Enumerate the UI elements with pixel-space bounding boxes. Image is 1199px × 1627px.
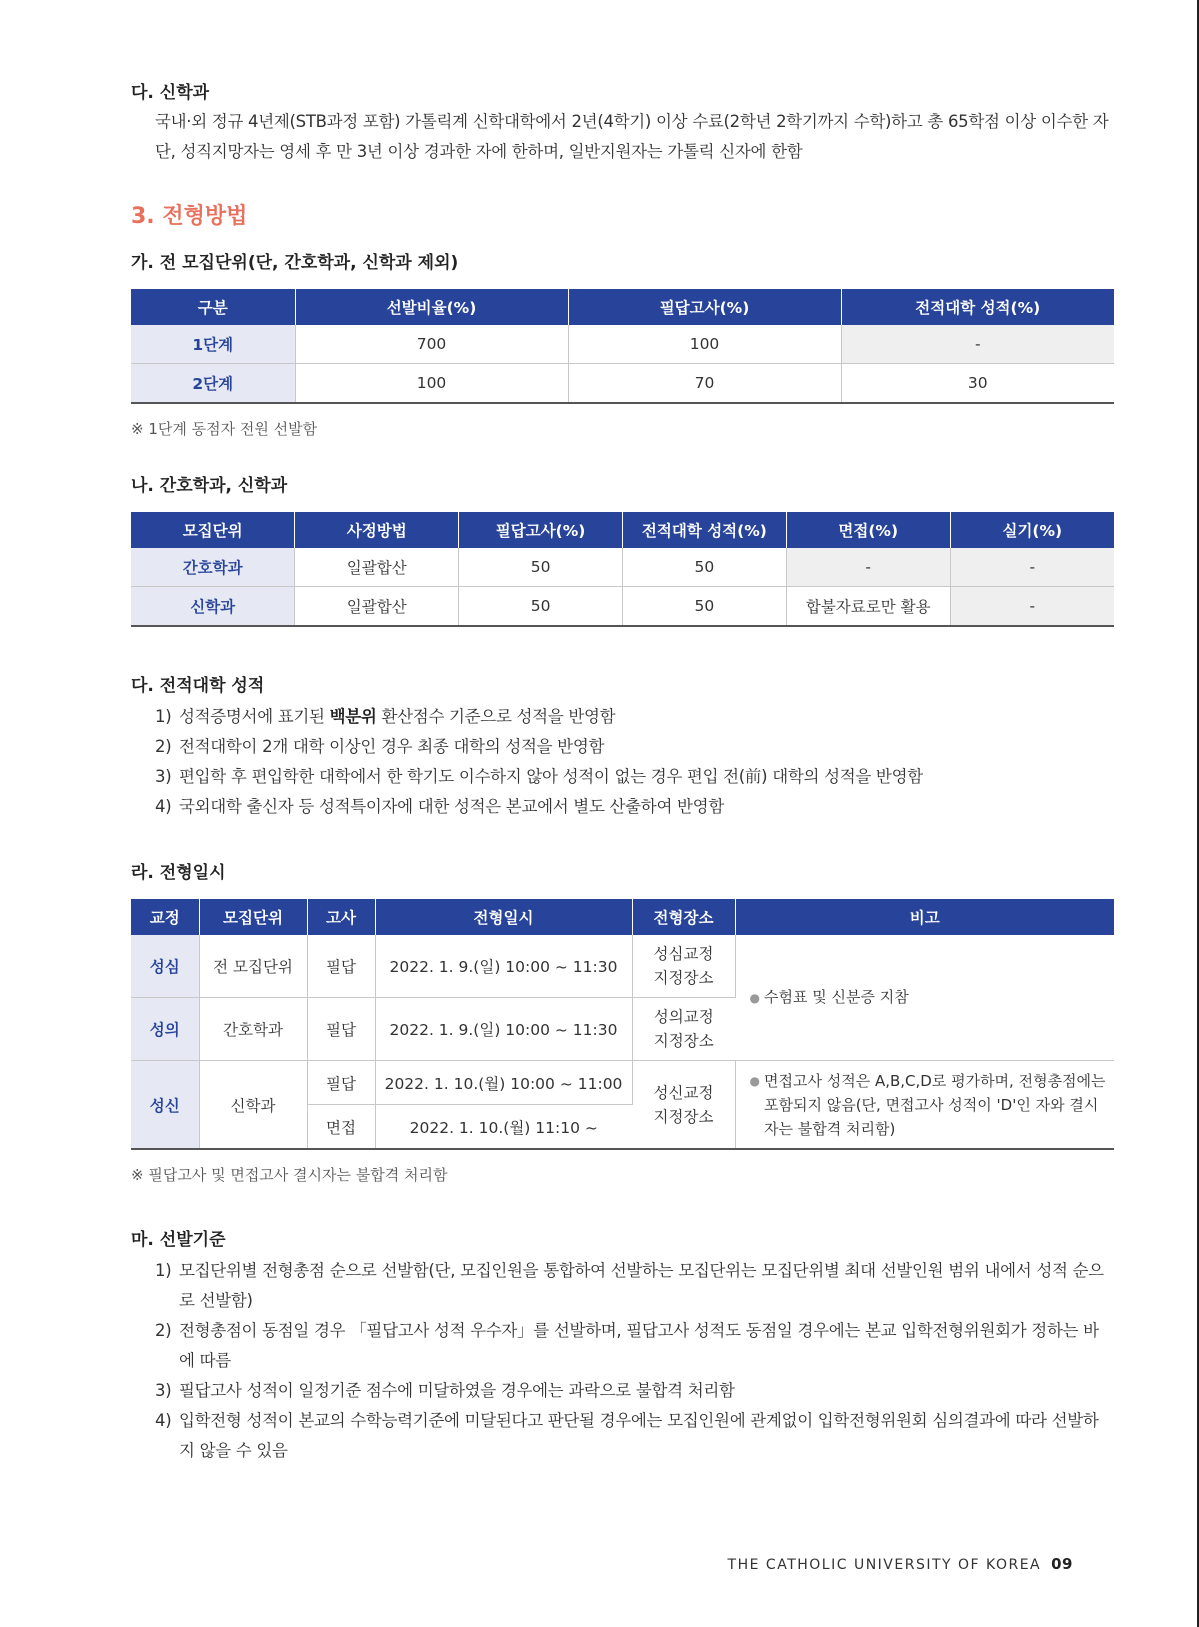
table-cell: 2022. 1. 9.(일) 10:00 ~ 11:30 — [375, 998, 632, 1061]
table-cell: 70 — [568, 364, 841, 404]
place-line: 지정장소 — [653, 1032, 714, 1050]
table-row — [131, 325, 1114, 364]
subsection-title-previous-grades: 다. 전적대학 성적 — [131, 676, 265, 696]
table-cell: 일괄합산 — [295, 548, 459, 587]
table-header-cell: 모집단위 — [199, 899, 307, 935]
table-cell: 간호학과 — [199, 998, 307, 1061]
table-header-row — [131, 289, 1114, 325]
list-text: 전형총점이 동점일 경우 「필답고사 성적 우수자」를 선발하며, 필답고사 성적도 동점일 경우에는 본교 입학전형위원회가 정하는 바에 따름 — [179, 1321, 1099, 1370]
place-line: 지정장소 — [653, 969, 714, 987]
table-cell: 50 — [459, 587, 623, 627]
table-cell: 일괄합산 — [295, 587, 459, 627]
table-cell — [632, 935, 735, 998]
list-number: 3) — [155, 767, 172, 786]
table-cell — [632, 1061, 735, 1150]
nursing-theology-table — [131, 512, 1114, 627]
table-header-cell: 전형장소 — [632, 899, 735, 935]
place-line: 지정장소 — [653, 1107, 714, 1126]
list-item — [155, 1406, 1114, 1466]
table-cell: 50 — [622, 587, 786, 627]
table-header-cell: 사정방법 — [295, 512, 459, 548]
table-cell: 50 — [459, 548, 623, 587]
table-row — [131, 587, 1114, 627]
table-cell: 성신 — [131, 1061, 199, 1150]
table-cell: 2022. 1. 10.(월) 11:10 ~ — [375, 1105, 632, 1150]
table-row — [131, 548, 1114, 587]
table-header-cell: 전적대학 성적(%) — [841, 289, 1114, 325]
list-text: 필답고사 성적이 일정기준 점수에 미달하였을 경우에는 과락으로 불합격 처리함 — [179, 1381, 735, 1400]
emphasis-text: 백분위 — [329, 707, 377, 726]
table-cell: 신학과 — [131, 587, 295, 627]
table-cell: 필답 — [307, 998, 375, 1061]
table-header-cell: 필답고사(%) — [568, 289, 841, 325]
absence-note: ※ 필답고사 및 면접고사 결시자는 불합격 처리함 — [131, 1166, 448, 1184]
table-header-cell: 필답고사(%) — [459, 512, 623, 548]
list-number: 3) — [155, 1381, 172, 1400]
bullet-icon: ● — [749, 991, 760, 1005]
table-header-row — [131, 512, 1114, 548]
table-header-cell: 전형일시 — [375, 899, 632, 935]
remark-text: 면접고사 성적은 A,B,C,D로 평가하며, 전형총점에는 포함되지 않음(단, 면접고사 성적이 'D'인 자와 결시자는 불합격 처리함) — [763, 1071, 1106, 1138]
list-item — [155, 732, 1114, 762]
table-cell: 면접 — [307, 1105, 375, 1150]
list-number: 4) — [155, 797, 172, 816]
bullet-icon: ● — [749, 1073, 760, 1088]
selection-ratio-table — [131, 289, 1114, 404]
table-cell: - — [841, 325, 1114, 364]
list-number: 2) — [155, 737, 172, 756]
table-cell: 합불자료로만 활용 — [786, 587, 950, 627]
table-cell: 700 — [295, 325, 568, 364]
tie-note: ※ 1단계 동점자 전원 선발함 — [131, 420, 318, 438]
place-line: 성의교정 — [653, 1008, 714, 1026]
table-header-cell: 구분 — [131, 289, 295, 325]
subsection-title-selection-criteria: 마. 선발기준 — [131, 1230, 226, 1250]
list-item — [155, 1256, 1114, 1316]
table-cell: 50 — [622, 548, 786, 587]
subsection-title-exam-schedule: 라. 전형일시 — [131, 863, 226, 883]
exam-schedule-table — [131, 899, 1114, 1150]
table-header-cell: 고사 — [307, 899, 375, 935]
table-cell: 30 — [841, 364, 1114, 404]
table-cell: 필답 — [307, 935, 375, 998]
table-cell: 1단계 — [131, 325, 295, 364]
university-name: THE CATHOLIC UNIVERSITY OF KOREA — [727, 1557, 1042, 1573]
section-title-theology: 다. 신학과 — [131, 83, 210, 103]
list-text: 모집단위별 전형총점 순으로 선발함(단, 모집인원을 통합하여 선발하는 모집단위는 모집단위별 최대 선발인원 범위 내에서 성적 순으로 선발함) — [179, 1261, 1104, 1310]
list-item — [155, 702, 1114, 732]
list-item — [155, 1376, 1114, 1406]
place-line: 성신교정 — [653, 1083, 714, 1102]
table-row — [131, 935, 1114, 998]
document-page — [131, 78, 1114, 1466]
list-number: 4) — [155, 1411, 172, 1430]
table-cell: - — [786, 548, 950, 587]
table-header-cell: 면접(%) — [786, 512, 950, 548]
table-header-cell: 선발비율(%) — [295, 289, 568, 325]
list-number: 1) — [155, 1261, 172, 1280]
list-text: 국외대학 출신자 등 성적특이자에 대한 성적은 본교에서 별도 산출하여 반영함 — [179, 797, 724, 816]
table-cell: - — [950, 548, 1114, 587]
list-item — [155, 1316, 1114, 1376]
table-header-row — [131, 899, 1114, 935]
list-item — [155, 792, 1114, 822]
subsection-title-nursing-theology: 나. 간호학과, 신학과 — [131, 476, 288, 496]
list-number: 2) — [155, 1321, 172, 1340]
table-header-cell: 실기(%) — [950, 512, 1114, 548]
table-cell: 성의 — [131, 998, 199, 1061]
list-item — [155, 762, 1114, 792]
subsection-title-all-units: 가. 전 모집단위(단, 간호학과, 신학과 제외) — [131, 253, 459, 273]
section-title-selection-method: 3. 전형방법 — [131, 204, 248, 229]
table-header-cell: 모집단위 — [131, 512, 295, 548]
table-cell — [735, 1061, 1114, 1150]
table-header-cell: 전적대학 성적(%) — [622, 512, 786, 548]
list-text: 전적대학이 2개 대학 이상인 경우 최종 대학의 성적을 반영함 — [179, 737, 605, 756]
table-cell: 100 — [295, 364, 568, 404]
theology-eligibility-text: 국내·외 정규 4년제(STB과정 포함) 가톨릭계 신학대학에서 2년(4학기) 이상 수료(2학년 2학기까지 수학)하고 총 65학점 이상 이수한 자단, 성직지망자는 영세 후 만 3년 이상 경과한 자에 한하며, 일반지원자는 가톨릭 신자에 한함 — [155, 112, 1109, 161]
table-cell: 2022. 1. 10.(월) 10:00 ~ 11:00 — [375, 1061, 632, 1105]
table-cell: 신학과 — [199, 1061, 307, 1150]
table-cell: 2단계 — [131, 364, 295, 404]
table-cell: 필답 — [307, 1061, 375, 1105]
previous-grades-list — [131, 702, 1114, 822]
list-text: 편입학 후 편입학한 대학에서 한 학기도 이수하지 않아 성적이 없는 경우 편입 전(前) 대학의 성적을 반영함 — [179, 767, 923, 786]
table-row — [131, 1061, 1114, 1105]
page-number: 09 — [1051, 1555, 1073, 1573]
list-number: 1) — [155, 707, 172, 726]
list-text: 환산점수 기준으로 성적을 반영함 — [376, 707, 616, 726]
selection-criteria-list — [131, 1256, 1114, 1466]
table-header-cell: 교정 — [131, 899, 199, 935]
table-cell: 2022. 1. 9.(일) 10:00 ~ 11:30 — [375, 935, 632, 998]
table-cell: - — [950, 587, 1114, 627]
list-text: 성적증명서에 표기된 — [179, 707, 330, 726]
place-line: 성심교정 — [653, 945, 714, 963]
table-row — [131, 364, 1114, 404]
table-cell: 성심 — [131, 935, 199, 998]
table-cell — [735, 935, 1114, 1061]
list-text: 입학전형 성적이 본교의 수학능력기준에 미달된다고 판단될 경우에는 모집인원에 관계없이 입학전형위원회 심의결과에 따라 선발하지 않을 수 있음 — [179, 1411, 1099, 1460]
table-cell: 100 — [568, 325, 841, 364]
table-cell: 전 모집단위 — [199, 935, 307, 998]
table-cell — [632, 998, 735, 1061]
table-header-cell: 비고 — [735, 899, 1114, 935]
table-cell: 간호학과 — [131, 548, 295, 587]
remark-text: 수험표 및 신분증 지참 — [763, 988, 909, 1006]
page-footer — [728, 1555, 1073, 1573]
